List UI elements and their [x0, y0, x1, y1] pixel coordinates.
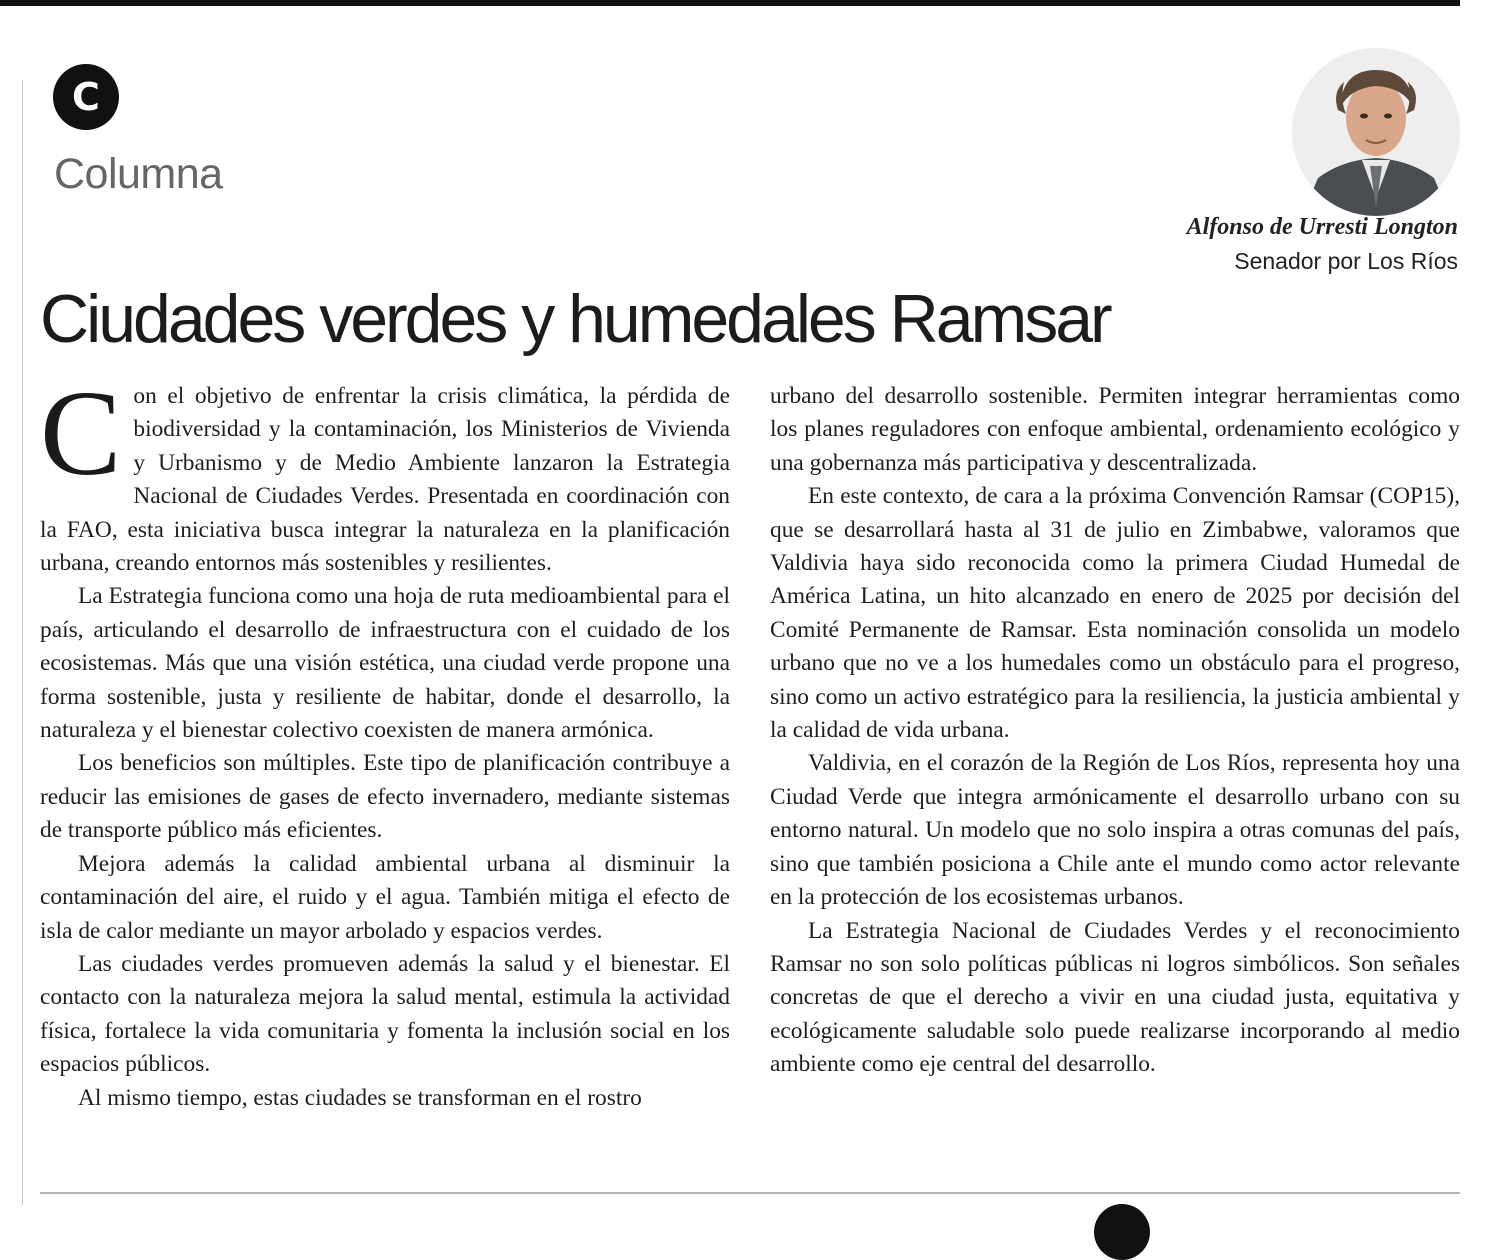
- author-portrait-icon: [1292, 48, 1460, 216]
- section-badge-letter: C: [72, 75, 100, 119]
- article-paragraph-continued: urbano del desarrollo sostenible. Permiten integrar herramientas como los planes reguladores con enfoque ambiental, ordenamiento ecológico y una gobernanza más participativa y descentralizada.: [770, 383, 1460, 476]
- article-paragraph: Valdivia, en el corazón de la Región de Los Ríos, representa hoy una Ciudad Verde que integra armónicamente el desarrollo urbano con su entorno natural. Un modelo que no solo inspira a otras comunas del país, sino que también posiciona a Chile ante el mundo como actor relevante en la protección de los ecosistemas urbanos.: [770, 750, 1460, 911]
- section-label: Columna: [54, 150, 223, 198]
- article-paragraph: Al mismo tiempo, estas ciudades se transforman en el rostro: [78, 1084, 642, 1111]
- author-role: Senador por Los Ríos: [1234, 248, 1458, 274]
- article-paragraph: En este contexto, de cara a la próxima Convención Ramsar (COP15), que se desarrollará hasta al 31 de julio en Zimbabwe, valoramos que Valdivia haya sido reconocida como la primera Ciudad Humedal de América Latina, un hito alcanzado en enero de 2025 por decisión del Comité Permanente de Ramsar. Esta nominación consolida un modelo urbano que no ve a los humedales como un obstáculo para el progreso, sino como un activo estratégico para la resiliencia, la justicia ambiental y la calidad de vida urbana.: [770, 483, 1460, 744]
- author-name: Alfonso de Urresti Longton: [1186, 214, 1458, 240]
- article-paragraph: [40, 366, 730, 580]
- top-rule: [0, 0, 1460, 6]
- first-paragraph-text: on el objetivo de enfrentar la crisis climática, la pérdida de biodiversidad y la contaminación, los Ministerios de Vivienda y Urbanismo y de Medio Ambiente lanzaron la Estrategia Nacional de Ciudades Verdes. Presentada en coordinación con la FAO, esta iniciativa busca integrar la naturaleza en la planificación urbana, creando entornos más sostenibles y resilientes.: [40, 383, 730, 577]
- article-paragraph: Los beneficios son múltiples. Este tipo de planificación contribuye a reducir las emisiones de gases de efecto invernadero, mediante sistemas de transporte público más eficientes.: [40, 750, 730, 844]
- article-paragraph: La Estrategia funciona como una hoja de ruta medioambiental para el país, articulando el desarrollo de infraestructura con el cuidado de los ecosistemas. Más que una visión estética, una ciudad verde propone una forma sostenible, justa y resiliente de habitar, donde el desarrollo, la naturaleza y el bienestar colectivo coexisten de manera armónica.: [40, 583, 730, 744]
- article-paragraph: Mejora además la calidad ambiental urbana al disminuir la contaminación del aire, el ruido y el agua. También mitiga el efecto de isla de calor mediante un mayor arbolado y espacios verdes.: [40, 850, 730, 944]
- section-badge: [53, 64, 119, 130]
- article-title: Ciudades verdes y humedales Ramsar: [40, 281, 1110, 357]
- bottom-rule: [40, 1192, 1460, 1194]
- article-paragraph: La Estrategia Nacional de Ciudades Verdes y el reconocimiento Ramsar no son solo políticas públicas ni logros simbólicos. Son señales concretas de que el derecho a vivir en una ciudad justa, equitativa y ecológicamente saludable solo puede realizarse incorporando al medio ambiente como eje central del desarrollo.: [770, 917, 1460, 1078]
- article-paragraph: Las ciudades verdes promueven además la salud y el bienestar. El contacto con la naturaleza mejora la salud mental, estimula la actividad física, fortalece la vida comunitaria y fomenta la inclusión social en los espacios públicos.: [40, 950, 730, 1078]
- article-column-left: [40, 366, 730, 1115]
- left-column-rule: [22, 80, 23, 1205]
- drop-cap: C: [40, 366, 122, 501]
- article-column-right: [770, 380, 1460, 1082]
- next-section-badge: [1094, 1204, 1150, 1260]
